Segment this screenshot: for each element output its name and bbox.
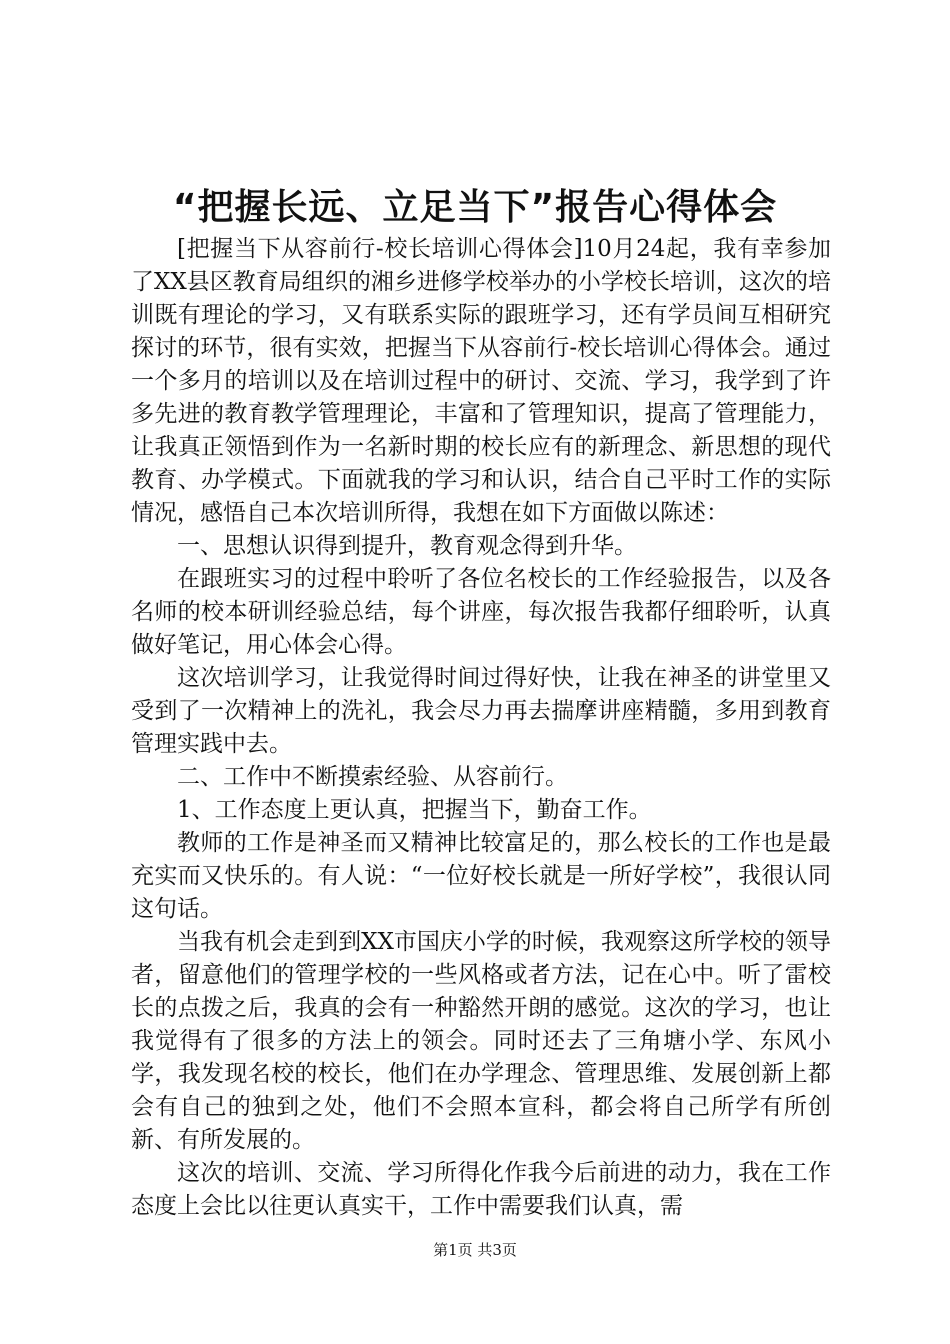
paragraph: 这次的培训、交流、学习所得化作我今后前进的动力，我在工作态度上会比以往更认真实干，工作中需要我们认真，需 <box>131 1160 831 1219</box>
paragraph: 在跟班实习的过程中聆听了各位名校长的工作经验报告，以及各名师的校本研训经验总结，每个讲座，每次报告我都仔细聆听，认真做好笔记，用心体会心得。 <box>131 566 831 658</box>
paragraph: 这次培训学习，让我觉得时间过得好快，让我在神圣的讲堂里又受到了一次精神上的洗礼，我会尽力再去揣摩讲座精髓，多用到教育管理实践中去。 <box>131 665 831 757</box>
section-heading-2: 二、工作中不断摸索经验、从容前行。 <box>177 764 568 790</box>
paragraph: 当我有机会走到到XX市国庆小学的时候，我观察这所学校的领导者，留意他们的管理学校的一些风格或者方法，记在心中。听了雷校长的点拨之后，我真的会有一种豁然开朗的感觉。这次的学习，也让我觉得有了很多的方法上的领会。同时还去了三角塘小学、东风小学，我发现名校的校长，他们在办学理念、管理思维、发展创新上都会有自己的独到之处，他们不会照本宣科，都会将自己所学有所创新、有所发展的。 <box>131 929 831 1153</box>
document-title: “把握长远、立足当下”报告心得体会 <box>172 187 778 228</box>
paragraph-intro: [把握当下从容前行-校长培训心得体会]10月24起，我有幸参加了XX县区教育局组织的湘乡进修学校举办的小学校长培训，这次的培训既有理论的学习，又有联系实际的跟班学习，还有学员间互相研究探讨的环节，很有实效，把握当下从容前行-校长培训心得体会。通过一个多月的培训以及在培训过程中的研讨、交流、学习，我学到了许多先进的教育教学管理理论，丰富和了管理知识，提高了管理能力，让我真正领悟到作为一名新时期的校长应有的新理念、新思想的现代教育、办学模式。下面就我的学习和认识，结合自己平时工作的实际情况，感悟自己本次培训所得，我想在如下方面做以陈述： <box>131 236 831 526</box>
page-footer: 第1页 共3页 <box>433 1241 517 1259</box>
paragraph: 教师的工作是神圣而又精神比较富足的，那么校长的工作也是最充实而又快乐的。有人说：“一位好校长就是一所好学校”，我很认同这句话。 <box>131 830 831 922</box>
subsection-heading-1: 1、工作态度上更认真，把握当下，勤奋工作。 <box>177 797 652 823</box>
document-body <box>131 233 831 1223</box>
section-heading-1: 一、思想认识得到提升，教育观念得到升华。 <box>177 533 637 559</box>
